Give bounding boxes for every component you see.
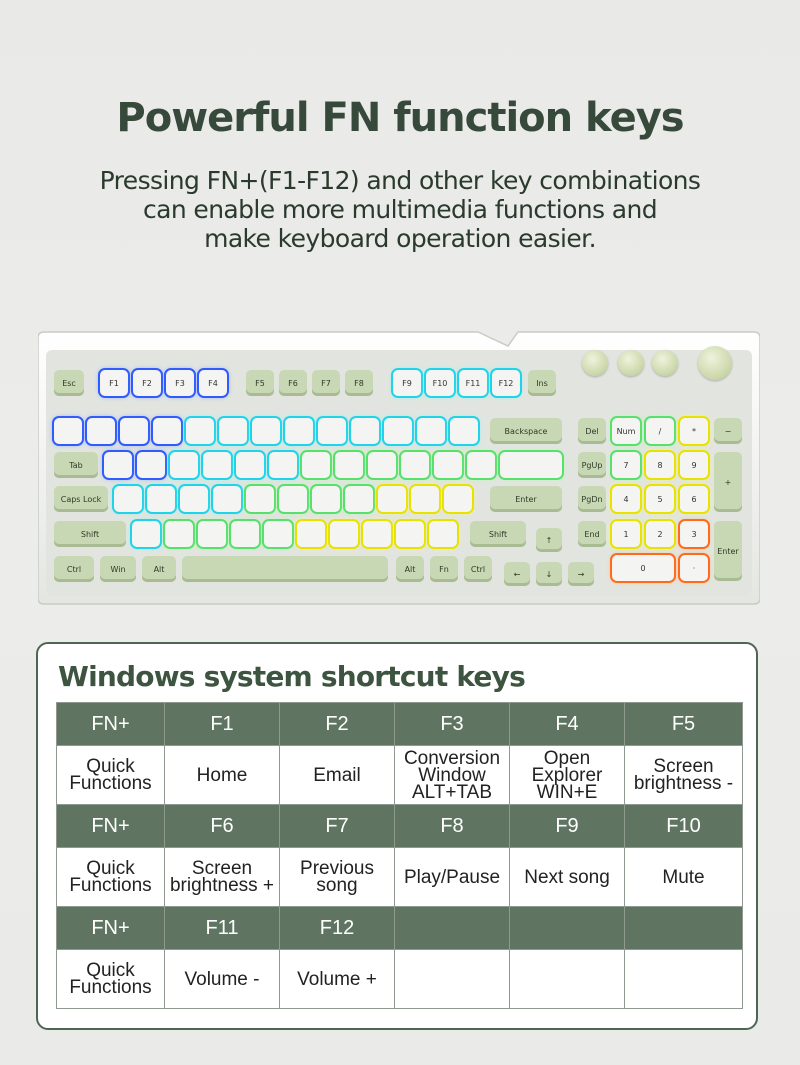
key-num-8[interactable]: 8 xyxy=(646,452,674,478)
key-num-7[interactable]: 7 xyxy=(612,452,640,478)
key-letter[interactable] xyxy=(137,452,165,478)
key-num-plus[interactable]: + xyxy=(714,452,742,512)
table-cell: Quick Functions xyxy=(57,950,165,1009)
key-num-1[interactable]: 1 xyxy=(612,521,640,547)
key-letter[interactable] xyxy=(297,521,325,547)
key-letter[interactable] xyxy=(429,521,457,547)
key-letter[interactable] xyxy=(165,521,193,547)
key-arrow-right[interactable]: → xyxy=(568,562,594,586)
table-cell: FN+ xyxy=(57,907,165,950)
key-letter[interactable] xyxy=(246,486,274,512)
table-row xyxy=(57,746,743,805)
key-f6[interactable]: F6 xyxy=(279,370,307,396)
key-f11[interactable]: F11 xyxy=(459,370,487,396)
key-number[interactable] xyxy=(87,418,115,444)
key-f4[interactable]: F4 xyxy=(199,370,227,396)
subtitle-line: make keyboard operation easier. xyxy=(204,224,596,253)
panel-title: Windows system shortcut keys xyxy=(58,660,525,693)
key-backspace[interactable]: Backspace xyxy=(490,418,562,444)
key-number[interactable] xyxy=(417,418,445,444)
key-arrow-up[interactable]: ↑ xyxy=(536,528,562,552)
volume-knob[interactable] xyxy=(698,346,732,380)
key-f9[interactable]: F9 xyxy=(393,370,421,396)
table-cell: Quick Functions xyxy=(57,746,165,805)
table-header-row xyxy=(57,907,743,950)
key-number[interactable] xyxy=(384,418,412,444)
key-letter[interactable] xyxy=(312,486,340,512)
table-cell: Volume + xyxy=(280,950,395,1009)
shortcut-panel xyxy=(36,642,758,1030)
table-cell xyxy=(510,907,625,950)
key-letter[interactable] xyxy=(378,486,406,512)
key-letter[interactable] xyxy=(401,452,429,478)
subtitle-line: can enable more multimedia functions and xyxy=(142,195,658,224)
key-letter[interactable] xyxy=(203,452,231,478)
key-f2[interactable]: F2 xyxy=(133,370,161,396)
table-row xyxy=(57,950,743,1009)
key-del[interactable]: Del xyxy=(578,418,606,444)
key-letter[interactable] xyxy=(132,521,160,547)
table-cell: FN+ xyxy=(57,805,165,848)
table-cell xyxy=(625,950,743,1009)
key-num-minus[interactable]: − xyxy=(714,418,742,444)
key-letter[interactable] xyxy=(368,452,396,478)
table-cell: Next song xyxy=(510,848,625,907)
table-cell: Screen brightness - xyxy=(625,746,743,805)
table-cell: F11 xyxy=(165,907,280,950)
key-f8[interactable]: F8 xyxy=(345,370,373,396)
table-cell xyxy=(625,907,743,950)
key-f7[interactable]: F7 xyxy=(312,370,340,396)
key-num-5[interactable]: 5 xyxy=(646,486,674,512)
table-cell: Quick Functions xyxy=(57,848,165,907)
table-cell xyxy=(395,907,510,950)
key-esc[interactable]: Esc xyxy=(54,370,84,396)
table-cell: F8 xyxy=(395,805,510,848)
table-row xyxy=(57,848,743,907)
key-letter[interactable] xyxy=(434,452,462,478)
key-letter[interactable] xyxy=(213,486,241,512)
key-number[interactable] xyxy=(153,418,181,444)
key-letter[interactable] xyxy=(269,452,297,478)
key-number[interactable] xyxy=(252,418,280,444)
table-cell: Play/Pause xyxy=(395,848,510,907)
key-number[interactable] xyxy=(285,418,313,444)
table-cell: F5 xyxy=(625,703,743,746)
key-enter[interactable]: Enter xyxy=(490,486,562,512)
key-num-3[interactable]: 3 xyxy=(680,521,708,547)
key-pgup[interactable]: PgUp xyxy=(578,452,606,478)
key-capslock[interactable]: Caps Lock xyxy=(54,486,108,512)
table-cell: F1 xyxy=(165,703,280,746)
table-header-row xyxy=(57,805,743,848)
key-f5[interactable]: F5 xyxy=(246,370,274,396)
key-f1[interactable]: F1 xyxy=(100,370,128,396)
table-cell: Email xyxy=(280,746,395,805)
table-cell: Mute xyxy=(625,848,743,907)
key-backslash[interactable] xyxy=(500,452,562,478)
key-letter[interactable] xyxy=(236,452,264,478)
key-alt-right[interactable]: Alt xyxy=(396,556,424,582)
key-num-2[interactable]: 2 xyxy=(646,521,674,547)
key-letter[interactable] xyxy=(330,521,358,547)
table-header-row xyxy=(57,703,743,746)
key-letter[interactable] xyxy=(302,452,330,478)
key-letter[interactable] xyxy=(279,486,307,512)
table-cell: FN+ xyxy=(57,703,165,746)
table-cell: F2 xyxy=(280,703,395,746)
table-cell: Volume - xyxy=(165,950,280,1009)
key-letter[interactable] xyxy=(335,452,363,478)
shortcut-table xyxy=(56,702,743,1009)
key-number[interactable] xyxy=(351,418,379,444)
key-numlock[interactable]: Num xyxy=(612,418,640,444)
key-number[interactable] xyxy=(186,418,214,444)
key-ctrl-right[interactable]: Ctrl xyxy=(464,556,492,582)
key-ctrl-left[interactable]: Ctrl xyxy=(54,556,94,582)
key-space[interactable] xyxy=(182,556,388,582)
page-title: Powerful FN function keys xyxy=(116,95,684,141)
media-knob[interactable] xyxy=(582,350,608,376)
key-fn[interactable]: Fn xyxy=(430,556,458,582)
key-letter[interactable] xyxy=(198,521,226,547)
key-num-star[interactable]: * xyxy=(680,418,708,444)
page-subtitle xyxy=(60,166,740,253)
key-number[interactable] xyxy=(219,418,247,444)
key-num-0[interactable]: 0 xyxy=(612,555,674,581)
table-cell: F12 xyxy=(280,907,395,950)
key-f10[interactable]: F10 xyxy=(426,370,454,396)
key-letter[interactable] xyxy=(264,521,292,547)
key-number[interactable] xyxy=(120,418,148,444)
key-num-9[interactable]: 9 xyxy=(680,452,708,478)
table-cell: F7 xyxy=(280,805,395,848)
key-letter[interactable] xyxy=(444,486,472,512)
key-letter[interactable] xyxy=(345,486,373,512)
key-alt-left[interactable]: Alt xyxy=(142,556,176,582)
key-letter[interactable] xyxy=(396,521,424,547)
table-cell: Conversion Window ALT+TAB xyxy=(395,746,510,805)
key-num-enter[interactable]: Enter xyxy=(714,521,742,581)
key-num-dot[interactable]: · xyxy=(680,555,708,581)
key-arrow-left[interactable]: ← xyxy=(504,562,530,586)
key-letter[interactable] xyxy=(170,452,198,478)
media-knob[interactable] xyxy=(652,350,678,376)
key-f3[interactable]: F3 xyxy=(166,370,194,396)
subtitle-line: Pressing FN+(F1-F12) and other key combinations xyxy=(99,166,701,195)
table-cell: Open Explorer WIN+E xyxy=(510,746,625,805)
table-cell: F4 xyxy=(510,703,625,746)
table-cell xyxy=(395,950,510,1009)
key-letter[interactable] xyxy=(180,486,208,512)
key-f12[interactable]: F12 xyxy=(492,370,520,396)
table-cell: F3 xyxy=(395,703,510,746)
key-letter[interactable] xyxy=(467,452,495,478)
key-letter[interactable] xyxy=(363,521,391,547)
key-number[interactable] xyxy=(54,418,82,444)
key-num-slash[interactable]: / xyxy=(646,418,674,444)
key-letter[interactable] xyxy=(104,452,132,478)
table-cell: F6 xyxy=(165,805,280,848)
table-cell xyxy=(510,950,625,1009)
key-letter[interactable] xyxy=(114,486,142,512)
key-number[interactable] xyxy=(318,418,346,444)
key-win[interactable]: Win xyxy=(100,556,136,582)
table-cell: F9 xyxy=(510,805,625,848)
key-shift-right[interactable]: Shift xyxy=(470,521,526,547)
key-number[interactable] xyxy=(450,418,478,444)
key-end[interactable]: End xyxy=(578,521,606,547)
key-pgdn[interactable]: PgDn xyxy=(578,486,606,512)
keyboard-image xyxy=(38,328,760,606)
key-tab[interactable]: Tab xyxy=(54,452,98,478)
key-num-6[interactable]: 6 xyxy=(680,486,708,512)
key-shift-left[interactable]: Shift xyxy=(54,521,126,547)
key-letter[interactable] xyxy=(411,486,439,512)
key-num-4[interactable]: 4 xyxy=(612,486,640,512)
table-cell: Home xyxy=(165,746,280,805)
key-letter[interactable] xyxy=(147,486,175,512)
key-arrow-down[interactable]: ↓ xyxy=(536,562,562,586)
table-cell: F10 xyxy=(625,805,743,848)
media-knob[interactable] xyxy=(618,350,644,376)
table-cell: Previous song xyxy=(280,848,395,907)
key-letter[interactable] xyxy=(231,521,259,547)
table-cell: Screen brightness + xyxy=(165,848,280,907)
key-ins[interactable]: Ins xyxy=(528,370,556,396)
